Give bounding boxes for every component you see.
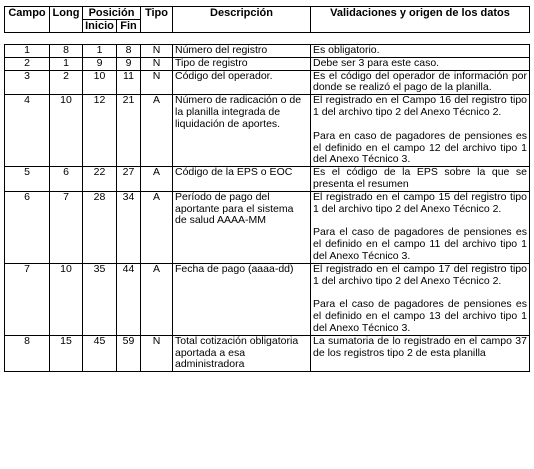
cell-validaciones (311, 57, 530, 70)
cell-descripcion: Fecha de pago (aaaa-dd) (173, 263, 311, 335)
cell-campo: 5 (5, 167, 50, 192)
cell-campo: 2 (5, 57, 50, 70)
cell-campo: 8 (5, 335, 50, 371)
cell-long: 6 (50, 167, 83, 192)
header-inicio: Inicio (83, 20, 117, 33)
cell-validaciones (311, 167, 530, 192)
cell-long: 10 (50, 95, 83, 167)
table-row (5, 167, 530, 192)
table-row (5, 263, 530, 335)
cell-validaciones (311, 95, 530, 167)
validation-paragraph: Para el caso de pagadores de pensiones es el definido en el campo 11 del archivo tipo 1 del Anexo Técnico 3. (313, 226, 527, 262)
cell-descripcion: Código de la EPS o EOC (173, 167, 311, 192)
cell-campo: 7 (5, 263, 50, 335)
header-tipo: Tipo (141, 7, 173, 33)
cell-long: 15 (50, 335, 83, 371)
cell-validaciones (311, 263, 530, 335)
cell-long: 10 (50, 263, 83, 335)
fields-table (4, 44, 530, 372)
cell-inicio: 12 (83, 95, 117, 167)
cell-tipo: N (141, 57, 173, 70)
validation-paragraph: El registrado en el campo 15 del registro tipo 1 del archivo tipo 2 del Anexo Técnico 2. (313, 191, 527, 215)
header-campo: Campo (5, 7, 50, 33)
cell-validaciones (311, 335, 530, 371)
cell-descripcion: Número de radicación o de la planilla integrada de liquidación de aportes. (173, 95, 311, 167)
cell-validaciones (311, 191, 530, 263)
cell-tipo: A (141, 191, 173, 263)
cell-campo: 4 (5, 95, 50, 167)
cell-descripcion: Tipo de registro (173, 57, 311, 70)
cell-long: 2 (50, 70, 83, 95)
validation-paragraph: Para en caso de pagadores de pensiones es el definido en el campo 12 del archivo tipo 1 del Anexo Técnico 3. (313, 129, 527, 166)
cell-fin: 44 (117, 263, 141, 335)
validation-paragraph: Debe ser 3 para este caso. (313, 57, 440, 69)
cell-fin: 21 (117, 95, 141, 167)
cell-inicio: 28 (83, 191, 117, 263)
table-row (5, 70, 530, 95)
cell-fin: 9 (117, 57, 141, 70)
header-fin: Fin (117, 20, 141, 33)
cell-descripcion: Total cotización obligatoria aportada a esa administradora (173, 335, 311, 371)
cell-tipo: A (141, 167, 173, 192)
cell-long: 8 (50, 45, 83, 58)
table-row (5, 95, 530, 167)
cell-campo: 1 (5, 45, 50, 58)
cell-campo: 3 (5, 70, 50, 95)
cell-long: 7 (50, 191, 83, 263)
cell-descripcion: Número del registro (173, 45, 311, 58)
cell-validaciones (311, 70, 530, 95)
validation-paragraph: El registrado en el Campo 16 del registro tipo 1 del archivo tipo 2 del Anexo Técnico 2. (313, 94, 527, 118)
header-posicion: Posición (83, 7, 141, 20)
cell-inicio: 1 (83, 45, 117, 58)
cell-inicio: 10 (83, 70, 117, 95)
cell-campo: 6 (5, 191, 50, 263)
validation-paragraph: La sumatoria de lo registrado en el campo 37 de los registros tipo 2 de esta planilla (313, 335, 527, 359)
cell-descripcion: Código del operador. (173, 70, 311, 95)
header-long: Long (50, 7, 83, 33)
cell-validaciones (311, 45, 530, 58)
cell-tipo: N (141, 335, 173, 371)
cell-descripcion: Período de pago del aportante para el sistema de salud AAAA-MM (173, 191, 311, 263)
validation-paragraph: Es obligatorio. (313, 44, 380, 56)
validation-paragraph: Para el caso de pagadores de pensiones es el definido en el campo 13 del archivo tipo 1 del Anexo Técnico 3. (313, 298, 527, 334)
table-row (5, 45, 530, 58)
table-row (5, 191, 530, 263)
validation-paragraph: Es el código de la EPS sobre la que se presenta el resumen (313, 166, 527, 190)
cell-fin: 34 (117, 191, 141, 263)
cell-inicio: 9 (83, 57, 117, 70)
validation-paragraph: Es el código del operador de información por donde se realizó el pago de la planilla. (313, 70, 527, 94)
cell-tipo: A (141, 263, 173, 335)
cell-inicio: 45 (83, 335, 117, 371)
cell-tipo: N (141, 70, 173, 95)
cell-fin: 27 (117, 167, 141, 192)
cell-fin: 59 (117, 335, 141, 371)
cell-fin: 11 (117, 70, 141, 95)
cell-inicio: 35 (83, 263, 117, 335)
cell-tipo: A (141, 95, 173, 167)
table-row (5, 335, 530, 371)
header-table (4, 6, 530, 33)
table-row (5, 57, 530, 70)
cell-inicio: 22 (83, 167, 117, 192)
header-descripcion: Descripción (173, 7, 311, 33)
validation-paragraph: El registrado en el campo 17 del registro tipo 1 del archivo tipo 2 del Anexo Técnico 2. (313, 263, 527, 287)
cell-fin: 8 (117, 45, 141, 58)
cell-long: 1 (50, 57, 83, 70)
header-validaciones: Validaciones y origen de los datos (311, 7, 530, 33)
cell-tipo: N (141, 45, 173, 58)
